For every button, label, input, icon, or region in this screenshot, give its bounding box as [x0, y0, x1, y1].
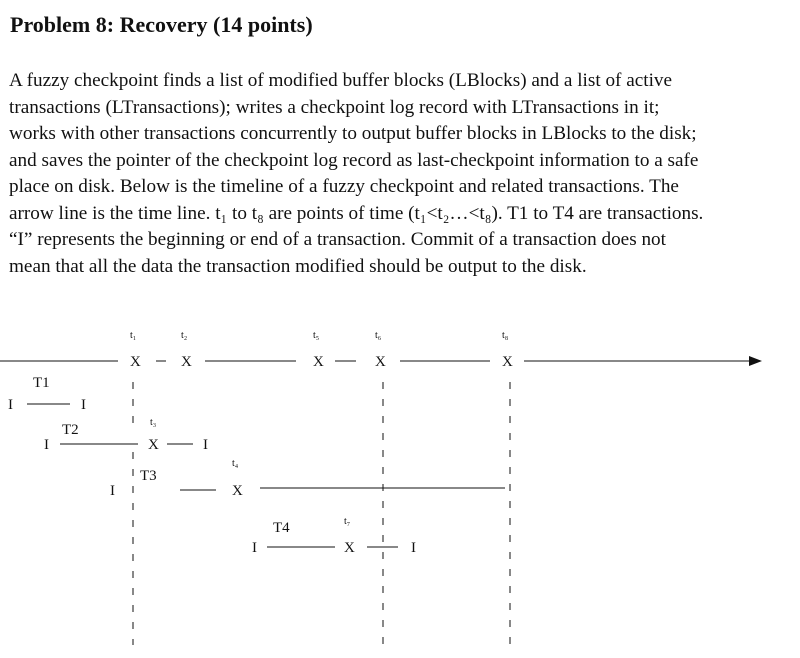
time-label-t2: t₂ — [181, 330, 188, 341]
description-line: mean that all the data the transaction modified should be output to the disk. — [9, 255, 587, 277]
description-line: works with other transactions concurrently to output buffer blocks in LBlocks to the disk; — [9, 123, 697, 144]
T2-end-mark: I — [203, 437, 208, 453]
transaction-label-T2: T2 — [62, 422, 79, 438]
description-line: transactions (LTransactions); writes a checkpoint log record with LTransactions in it; — [9, 96, 660, 118]
vertical-guides — [133, 382, 510, 645]
time-label-t7: t₇ — [344, 516, 351, 527]
time-label-t1: t₁ — [130, 330, 137, 341]
time-label-t4: t₄ — [232, 458, 239, 469]
event-mark-t8: X — [502, 354, 513, 370]
event-mark-t4: X — [232, 483, 243, 499]
event-mark-t5: X — [313, 354, 324, 370]
time-label-t5: t₅ — [313, 330, 320, 341]
event-mark-t7: X — [344, 540, 355, 556]
event-mark-t3: X — [148, 437, 159, 453]
transaction-T4 — [252, 520, 416, 556]
transaction-label-T4: T4 — [273, 520, 290, 536]
T1-end-mark: I — [81, 397, 86, 413]
description-line: “I” represents the beginning or end of a transaction. Commit of a transaction does not — [9, 229, 666, 250]
T4-end-mark: I — [411, 540, 416, 556]
description-line: and saves the pointer of the checkpoint log record as last-checkpoint information to a safe — [9, 149, 699, 171]
event-mark-t1: X — [130, 354, 141, 370]
event-mark-t6: X — [375, 354, 386, 370]
transaction-T3 — [110, 468, 505, 499]
description-line: A fuzzy checkpoint finds a list of modified buffer blocks (LBlocks) and a list of active — [9, 70, 673, 91]
T3-begin-mark: I — [110, 483, 115, 499]
T4-begin-mark: I — [252, 540, 257, 556]
problem-title: Problem 8: Recovery (14 points) — [10, 12, 313, 37]
description-line: place on disk. Below is the timeline of a fuzzy checkpoint and related transactions. The — [9, 176, 679, 197]
time-label-t3: t₃ — [150, 417, 157, 428]
transaction-label-T1: T1 — [33, 375, 50, 391]
T2-begin-mark: I — [44, 437, 49, 453]
description-line: arrow line is the time line. t₁ to t₈ are points of time (t₁<t₂…<t₈). T1 to T4 are transactions. — [9, 202, 704, 224]
time-axis-arrowhead — [749, 356, 762, 366]
transaction-label-T3: T3 — [140, 468, 157, 484]
event-mark-t2: X — [181, 354, 192, 370]
time-label-t6: t₆ — [375, 330, 382, 341]
transaction-T2 — [44, 422, 208, 453]
transaction-T1 — [8, 375, 86, 413]
time-label-t8: t₈ — [502, 330, 509, 341]
T1-begin-mark: I — [8, 397, 13, 413]
